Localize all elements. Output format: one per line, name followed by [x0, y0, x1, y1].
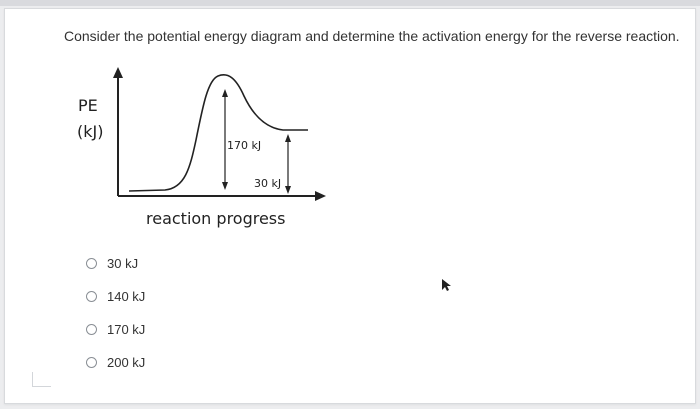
delta-energy-label: 30 kJ	[254, 177, 282, 190]
decorative-corner-mark	[32, 372, 51, 387]
choice-30kj[interactable]	[86, 247, 145, 280]
choice-200kj[interactable]	[86, 346, 145, 379]
activation-arrowhead-down	[222, 182, 228, 190]
radio-button[interactable]	[86, 324, 97, 335]
energy-curve	[129, 75, 308, 191]
question-text: Consider the potential energy diagram and determine the activation energy for the reverse reaction.	[64, 28, 680, 44]
radio-button[interactable]	[86, 357, 97, 368]
choice-label: 170 kJ	[107, 322, 146, 337]
radio-button[interactable]	[86, 291, 97, 302]
y-axis-arrowhead	[113, 67, 123, 78]
x-axis-arrowhead	[315, 191, 326, 201]
radio-button[interactable]	[86, 258, 97, 269]
y-axis-label-unit: (kJ)	[77, 122, 104, 141]
choice-140kj[interactable]	[86, 280, 145, 313]
activation-arrowhead-up	[222, 89, 228, 97]
activation-energy-label: 170 kJ	[227, 139, 262, 152]
mouse-pointer-icon	[441, 278, 453, 292]
choice-label: 30 kJ	[107, 256, 139, 271]
choice-label: 200 kJ	[107, 355, 146, 370]
x-axis-label: reaction progress	[146, 209, 286, 228]
choice-170kj[interactable]	[86, 313, 145, 346]
delta-arrowhead-up	[285, 134, 291, 142]
y-axis-label-pe: PE	[78, 96, 98, 115]
delta-arrowhead-down	[285, 186, 291, 194]
choice-label: 140 kJ	[107, 289, 146, 304]
answer-choices	[86, 247, 145, 379]
